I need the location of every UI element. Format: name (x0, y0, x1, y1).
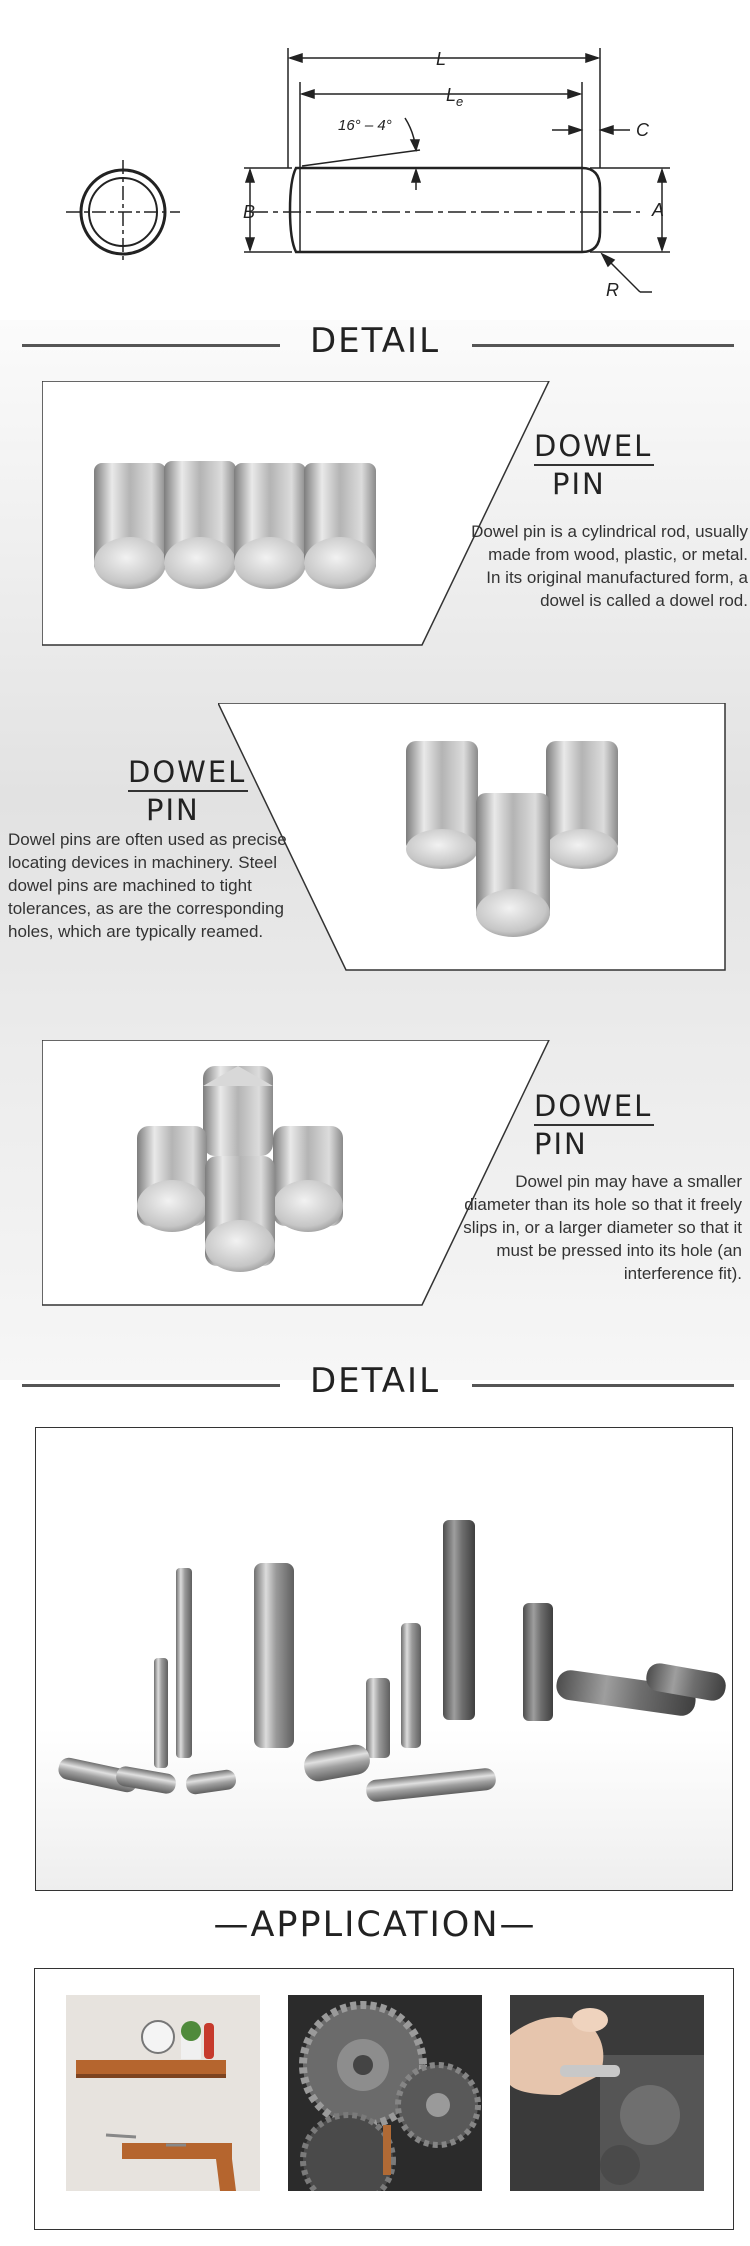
label-R: R (606, 280, 619, 300)
application-image-assembly (510, 1995, 704, 2191)
heading-rule-left (22, 1384, 280, 1387)
detail-title-3 (534, 1088, 654, 1162)
section-title: DETAIL (309, 321, 441, 361)
detail-title-line-1: DOWEL (128, 754, 248, 792)
heading-rule-right (472, 344, 734, 347)
end-view (66, 160, 180, 264)
section-title: DETAIL (309, 1361, 441, 1401)
detail-title-line-1: DOWEL (534, 1088, 654, 1126)
label-C: C (636, 120, 649, 140)
detail-title-1 (534, 428, 654, 502)
application-image-shelf (66, 1995, 260, 2191)
side-view (250, 168, 640, 252)
section-heading-detail (0, 1355, 750, 1415)
section-title-application: —APPLICATION— (213, 1905, 537, 1945)
dimension-C (552, 126, 630, 134)
detail-text-3: Dowel pin may have a smaller diameter than its hole so that it freely slips in, or a larger diameter so that it must be pressed into its hole (an interference fit). (463, 1172, 742, 1283)
detail-title-2 (128, 754, 248, 828)
detail-text-2: Dowel pins are often used as precise locating devices in machinery. Steel dowel pins are machined to tight tolerances, as are the corresponding holes, which are typically reamed. (8, 830, 287, 941)
dowel-pins-assortment-photo (36, 1428, 733, 1891)
label-L: L (436, 49, 447, 69)
hand-inserting-pin-photo (510, 1995, 704, 2191)
label-A: A (652, 200, 665, 220)
label-Le: $L_e$ (446, 85, 464, 109)
gear-assembly-photo (288, 1995, 482, 2191)
application-image-gears (288, 1995, 482, 2191)
product-range-photo-frame (35, 1427, 733, 1891)
application-images-frame (34, 1968, 734, 2230)
floating-shelf-photo (66, 1995, 260, 2191)
detail-title-line-2: PIN (146, 793, 200, 827)
detail-title-line-2: PIN (534, 1127, 588, 1161)
detail-title-line-2: PIN (552, 467, 606, 501)
detail-text-1: Dowel pin is a cylindrical rod, usually made from wood, plastic, or metal. In its original manufactured form, a dowel is called a dowel rod. (471, 522, 748, 610)
label-B: B (243, 202, 256, 222)
label-angle: 16° – 4° (338, 117, 392, 134)
technical-drawing (0, 0, 750, 320)
dowel-pin-dimension-drawing (0, 0, 750, 320)
section-heading-detail (0, 315, 750, 375)
detail-title-line-1: DOWEL (534, 428, 654, 466)
heading-rule-right (472, 1384, 734, 1387)
heading-rule-left (22, 344, 280, 347)
